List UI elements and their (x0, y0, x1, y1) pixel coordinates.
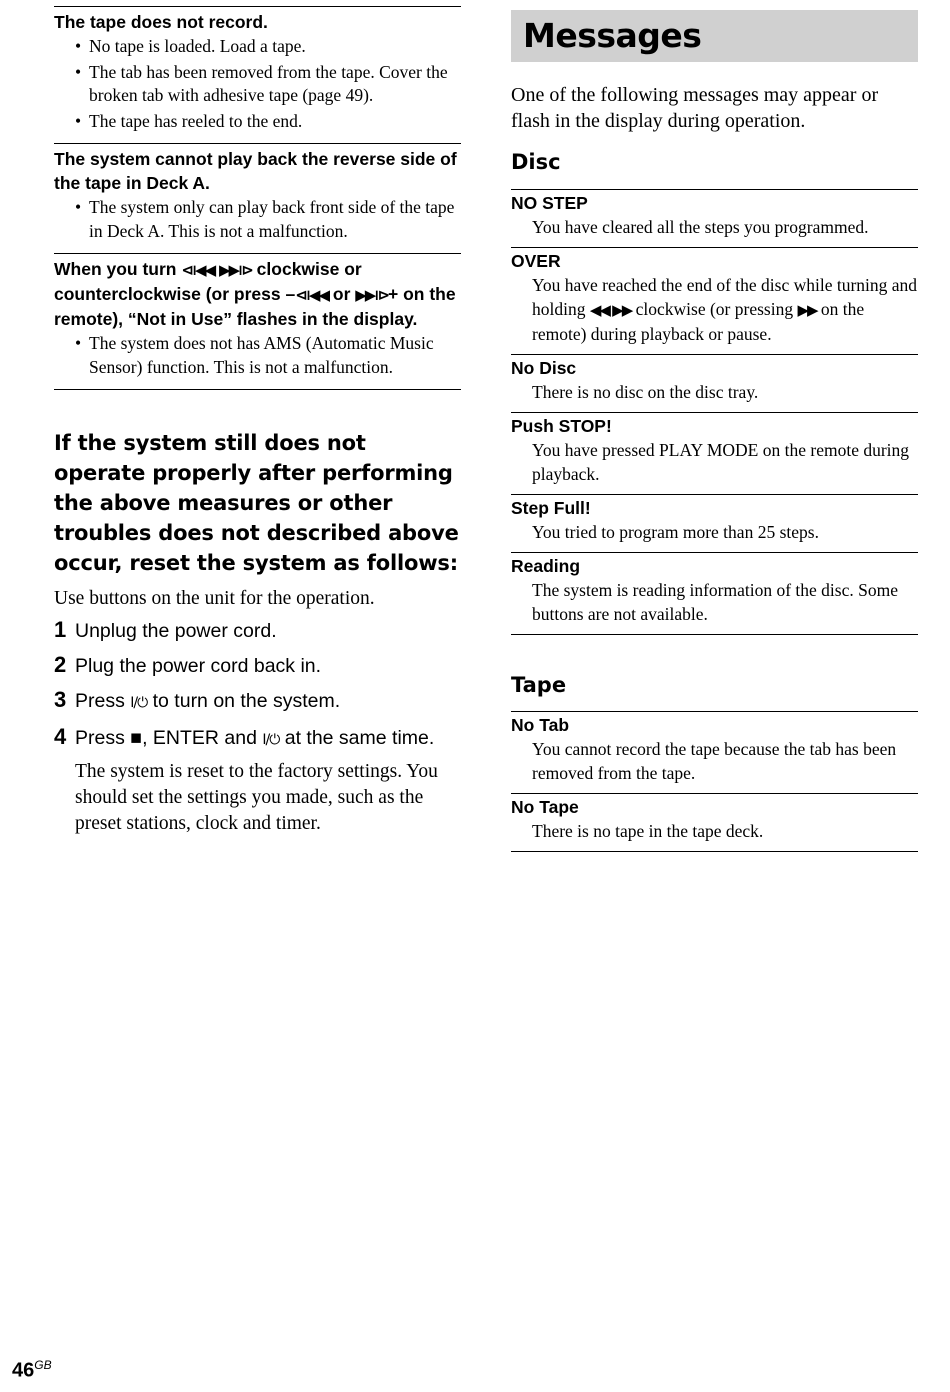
step-number: 2 (54, 652, 67, 677)
message-step-full (511, 494, 918, 552)
step-text: at the same time. (284, 727, 435, 749)
bullet-item: • No tape is loaded. Load a tape. (54, 35, 461, 59)
bullet-item: • The tab has been removed from the tape. Cover the broken tab with adhesive tape (page 49). (54, 61, 461, 108)
messages-intro: One of the following messages may appear or flash in the display during operation. (511, 84, 879, 132)
trouble-heading: The system cannot play back the reverse side of the tape in Deck A. (54, 149, 457, 193)
power-icon: I/⏻ (262, 732, 280, 748)
page-number-value: 46 (12, 1359, 35, 1382)
messages-banner (511, 10, 918, 62)
step-number: 4 (54, 724, 67, 749)
trouble-bullets (54, 35, 461, 133)
prev-track-icon: ⧏◀◀ (295, 286, 328, 304)
trouble-heading: The tape does not record. (54, 12, 268, 32)
message-text: The system is reading information of the disc. Some buttons are not available. (532, 580, 898, 624)
heading-part: When you turn (54, 259, 177, 279)
message-reading (511, 552, 918, 635)
message-push-stop (511, 412, 918, 494)
message-label: Step Full! (511, 498, 591, 518)
trouble-not-in-use (54, 253, 461, 390)
disc-heading: Disc (511, 150, 561, 174)
message-text: There is no disc on the disc tray. (532, 382, 759, 402)
trouble-heading (54, 257, 461, 331)
step-text: Press (75, 727, 125, 749)
step-text: Unplug the power cord. (75, 620, 277, 642)
message-label: No Tab (511, 715, 570, 735)
message-text: You cannot record the tape because the tab has been removed from the tape. (532, 739, 897, 783)
message-text (511, 273, 918, 346)
reset-heading: If the system still does not operate properly after performing the above measures or other troubles does not described above occur, reset the system as follows: (54, 431, 459, 575)
message-text: There is no tape in the tape deck. (532, 821, 764, 841)
next-track-icon: ▶▶⧐ (219, 261, 252, 279)
trouble-reverse-side (54, 143, 461, 253)
message-text: You have cleared all the steps you programmed. (532, 217, 869, 237)
step-number: 1 (54, 617, 67, 642)
message-label: Reading (511, 556, 581, 576)
message-no-step (511, 189, 918, 247)
message-label: NO STEP (511, 193, 588, 213)
heading-part: + on the remote), “Not in Use” flashes in the display. (54, 284, 456, 329)
step-number: 3 (54, 687, 67, 712)
bullet-item: • The tape has reeled to the end. (54, 110, 461, 134)
step-item (54, 618, 461, 644)
tape-heading: Tape (511, 673, 567, 697)
message-text: You tried to program more than 25 steps. (532, 522, 819, 542)
left-column (54, 6, 461, 837)
message-label: Push STOP! (511, 416, 612, 436)
step-item (54, 688, 461, 716)
message-over (511, 247, 918, 354)
text-part: You have reached the end of the disc while turning and holding (532, 275, 918, 319)
next-track-icon: ▶▶⧐ (355, 286, 389, 304)
page-number (12, 1358, 52, 1383)
trouble-tape-not-record (54, 6, 461, 143)
stop-icon: ■ (130, 727, 143, 749)
message-no-tab (511, 711, 918, 793)
rewind-fast-forward-icon: ◀◀ ▶▶ (589, 301, 632, 319)
reset-steps (54, 618, 461, 753)
message-label: No Tape (511, 797, 579, 817)
heading-part: clockwise or counterclockwise (or press – (54, 259, 362, 304)
step-text: Plug the power cord back in. (75, 655, 322, 677)
bullet-item: • The system does not has AMS (Automatic Music Sensor) function. This is not a malfunction. (54, 332, 461, 379)
message-no-disc (511, 354, 918, 412)
trouble-bullets (54, 196, 461, 243)
step-item (54, 725, 461, 753)
message-label: No Disc (511, 358, 577, 378)
step-text: to turn on the system. (152, 690, 341, 712)
message-text: You have pressed PLAY MODE on the remote during playback. (532, 440, 910, 484)
section-title: Messages (523, 16, 702, 55)
fast-forward-icon: ▶▶ (797, 301, 817, 319)
step-item (54, 653, 461, 679)
text-part: on the remote) during playback or pause. (532, 299, 865, 344)
reset-note: The system is reset to the factory settings. You should set the settings you made, such as the preset stations, clock and timer. (75, 761, 438, 834)
message-no-tape (511, 793, 918, 852)
power-icon: I/⏻ (130, 695, 148, 711)
reset-intro: Use buttons on the unit for the operation. (54, 588, 375, 609)
step-text: , ENTER and (142, 727, 257, 749)
text-part: clockwise (or pressing (635, 299, 794, 319)
bullet-item: • The system only can play back front side of the tape in Deck A. This is not a malfunction. (54, 196, 461, 243)
step-text: Press (75, 690, 125, 712)
right-column (511, 10, 918, 852)
trouble-bullets (54, 332, 461, 379)
prev-track-icon: ⧏◀◀ (181, 261, 215, 279)
message-label: OVER (511, 251, 561, 271)
page-suffix: GB (34, 1358, 52, 1372)
heading-part: or (332, 284, 351, 304)
